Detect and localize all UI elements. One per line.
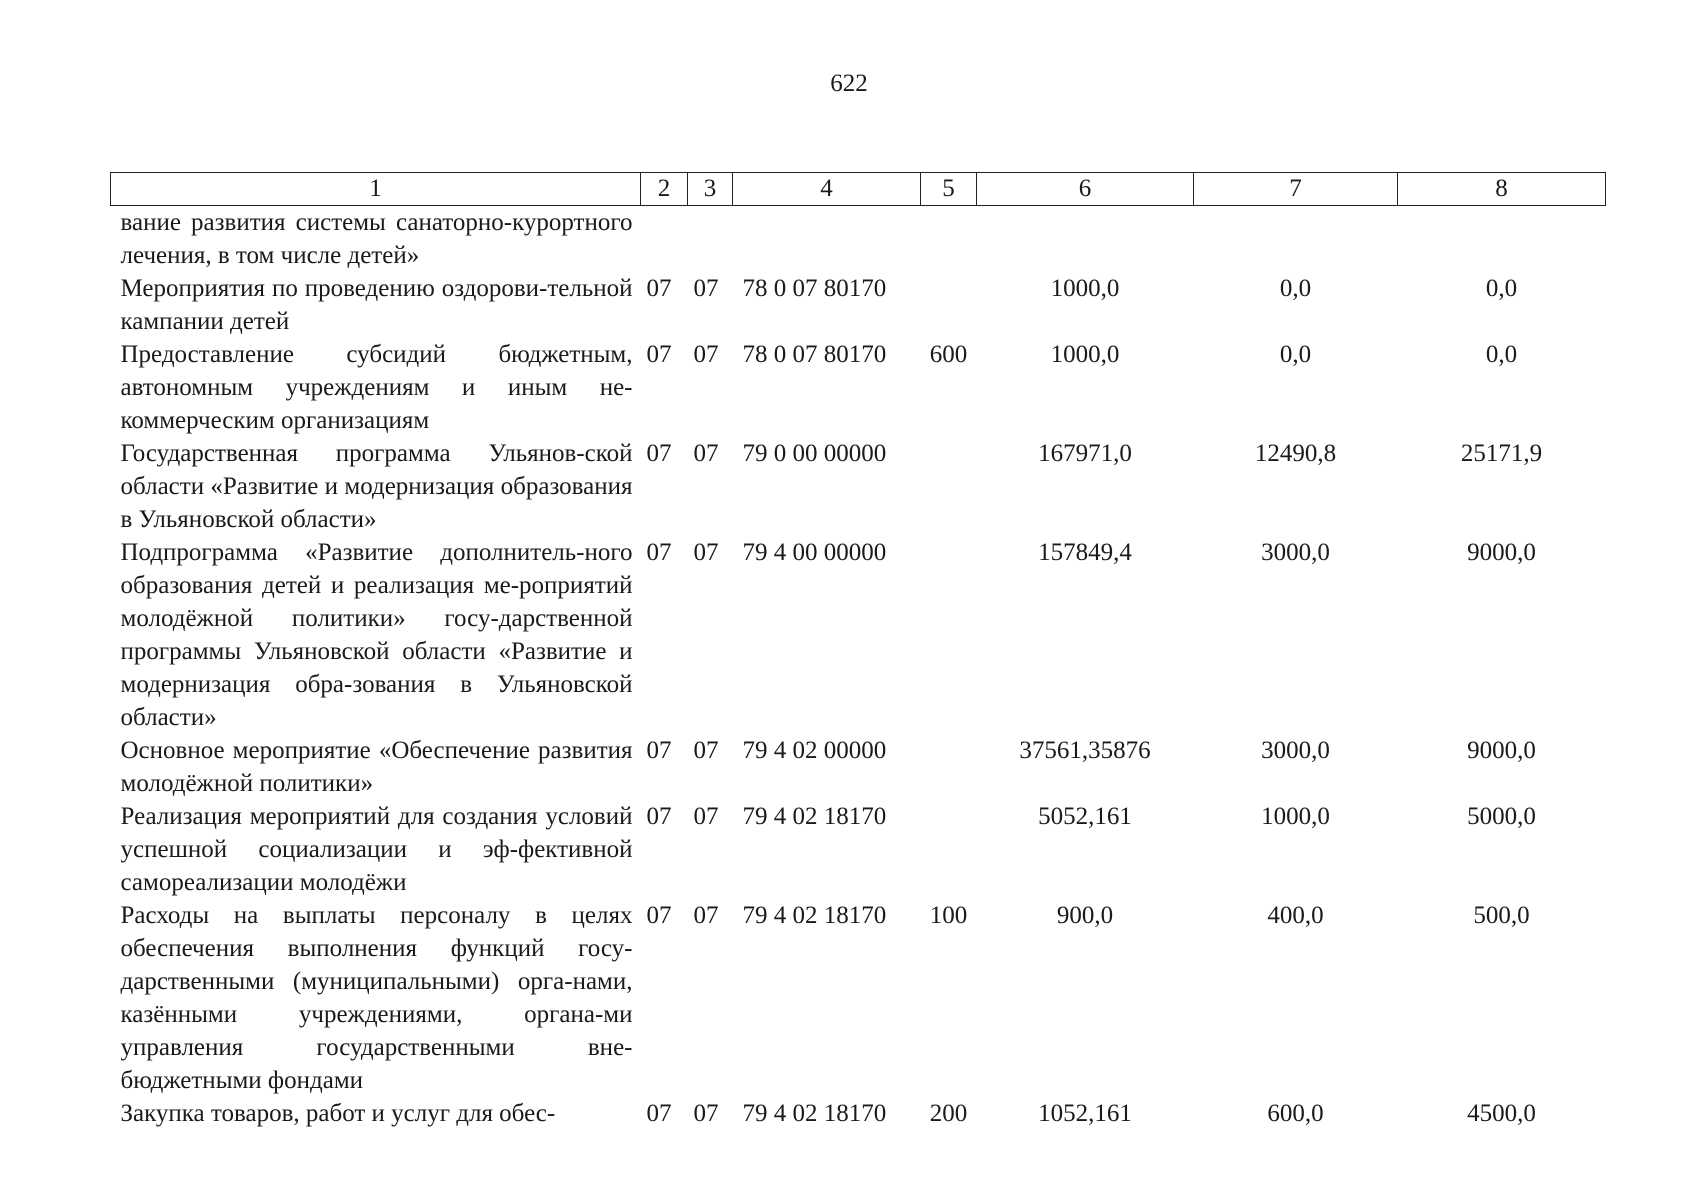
amount-col8: 9000,0	[1467, 539, 1536, 566]
section-code: 07	[646, 539, 672, 566]
budget-table-container	[110, 172, 1606, 1130]
header-row	[111, 173, 1606, 206]
section-code: 07	[646, 440, 672, 467]
amount-col6: 1052,161	[1038, 1100, 1132, 1127]
amount-col7: 12490,8	[1254, 440, 1337, 467]
target-article-code: 79 4 02 18170	[742, 803, 887, 830]
column-header: 5	[921, 173, 977, 206]
amount-col6: 900,0	[1056, 902, 1114, 929]
target-article-code: 79 0 00 00000	[742, 440, 887, 467]
column-header: 6	[977, 173, 1194, 206]
amount-col6	[977, 206, 1194, 273]
amount-col7: 400,0	[1267, 902, 1324, 929]
table-body	[111, 206, 1606, 1131]
target-article-code: 78 0 07 80170	[742, 341, 887, 368]
table-row	[111, 206, 1606, 273]
amount-col7: 0,0	[1279, 275, 1312, 302]
table-row	[111, 1097, 1606, 1130]
subsection-code	[688, 206, 733, 273]
target-article-code: 79 4 00 00000	[742, 539, 887, 566]
expense-type-code	[921, 437, 977, 536]
expense-type-code	[921, 734, 977, 800]
amount-col6: 37561,35876	[1019, 737, 1151, 764]
table-row	[111, 800, 1606, 899]
amount-col7: 1000,0	[1261, 803, 1330, 830]
column-header: 1	[111, 173, 641, 206]
budget-table	[110, 172, 1606, 1130]
item-name: Государственная программа Ульянов-ской области «Развитие и модернизация образования в Ульяновской области»	[120, 440, 633, 533]
item-name: Основное мероприятие «Обеспечение развития молодёжной политики»	[120, 737, 633, 797]
amount-col8: 0,0	[1485, 341, 1518, 368]
target-article-code: 78 0 07 80170	[742, 275, 887, 302]
subsection-code: 07	[693, 539, 719, 566]
item-name: Реализация мероприятий для создания условий успешной социализации и эф-фективной самореализации молодёжи	[120, 803, 633, 896]
section-code	[641, 206, 688, 273]
column-header: 8	[1398, 173, 1606, 206]
section-code: 07	[646, 803, 672, 830]
item-name: вание развития системы санаторно-курортного лечения, в том числе детей»	[120, 209, 633, 269]
table-row	[111, 338, 1606, 437]
item-name: Расходы на выплаты персоналу в целях обеспечения выполнения функций госу-дарственными (муниципальными) орга-нами, казёнными учреждениями, органа-ми управления государственными вне-бюджетными фондами	[120, 902, 633, 1094]
expense-type-code: 100	[929, 902, 968, 929]
amount-col7	[1194, 206, 1398, 273]
item-name: Мероприятия по проведению оздорови-тельной кампании детей	[120, 275, 633, 335]
amount-col6: 157849,4	[1038, 539, 1132, 566]
item-name: Подпрограмма «Развитие дополнитель-ного образования детей и реализация ме-роприятий молодёжной политики» госу-дарственной программы Ульяновской области «Развитие и модернизация обра-зования в Ульяновской области»	[120, 539, 633, 731]
amount-col8: 4500,0	[1467, 1100, 1536, 1127]
amount-col8: 500,0	[1473, 902, 1530, 929]
amount-col7: 600,0	[1267, 1100, 1324, 1127]
expense-type-code	[921, 272, 977, 338]
subsection-code: 07	[693, 1100, 719, 1127]
amount-col6: 167971,0	[1038, 440, 1132, 467]
column-header: 3	[688, 173, 733, 206]
amount-col7: 3000,0	[1261, 737, 1330, 764]
amount-col6: 1000,0	[1050, 275, 1120, 302]
section-code: 07	[646, 1100, 672, 1127]
amount-col8: 9000,0	[1467, 737, 1536, 764]
subsection-code: 07	[693, 737, 719, 764]
expense-type-code: 600	[929, 341, 968, 368]
table-row	[111, 536, 1606, 734]
amount-col7: 3000,0	[1261, 539, 1330, 566]
table-row	[111, 734, 1606, 800]
item-name: Закупка товаров, работ и услуг для обес-	[120, 1100, 556, 1127]
amount-col6: 5052,161	[1038, 803, 1132, 830]
target-article-code	[733, 206, 921, 273]
table-row	[111, 272, 1606, 338]
section-code: 07	[646, 341, 672, 368]
column-header: 7	[1194, 173, 1398, 206]
subsection-code: 07	[693, 803, 719, 830]
subsection-code: 07	[693, 440, 719, 467]
expense-type-code	[921, 206, 977, 273]
section-code: 07	[646, 737, 672, 764]
subsection-code: 07	[693, 341, 719, 368]
subsection-code: 07	[693, 902, 719, 929]
table-row	[111, 437, 1606, 536]
expense-type-code	[921, 800, 977, 899]
amount-col7: 0,0	[1279, 341, 1312, 368]
subsection-code: 07	[693, 275, 719, 302]
column-header: 2	[641, 173, 688, 206]
page-number: 622	[830, 70, 868, 97]
item-name: Предоставление субсидий бюджетным, автономным учреждениям и иным не-коммерческим организациям	[120, 341, 633, 434]
amount-col8: 25171,9	[1460, 440, 1543, 467]
table-row	[111, 899, 1606, 1097]
expense-type-code: 200	[929, 1100, 968, 1127]
section-code: 07	[646, 275, 672, 302]
target-article-code: 79 4 02 00000	[742, 737, 887, 764]
column-header: 4	[733, 173, 921, 206]
amount-col8	[1398, 206, 1606, 273]
target-article-code: 79 4 02 18170	[742, 902, 887, 929]
section-code: 07	[646, 902, 672, 929]
amount-col6: 1000,0	[1050, 341, 1120, 368]
table-header	[111, 173, 1606, 206]
amount-col8: 0,0	[1485, 275, 1518, 302]
target-article-code: 79 4 02 18170	[742, 1100, 887, 1127]
amount-col8: 5000,0	[1467, 803, 1536, 830]
expense-type-code	[921, 536, 977, 734]
